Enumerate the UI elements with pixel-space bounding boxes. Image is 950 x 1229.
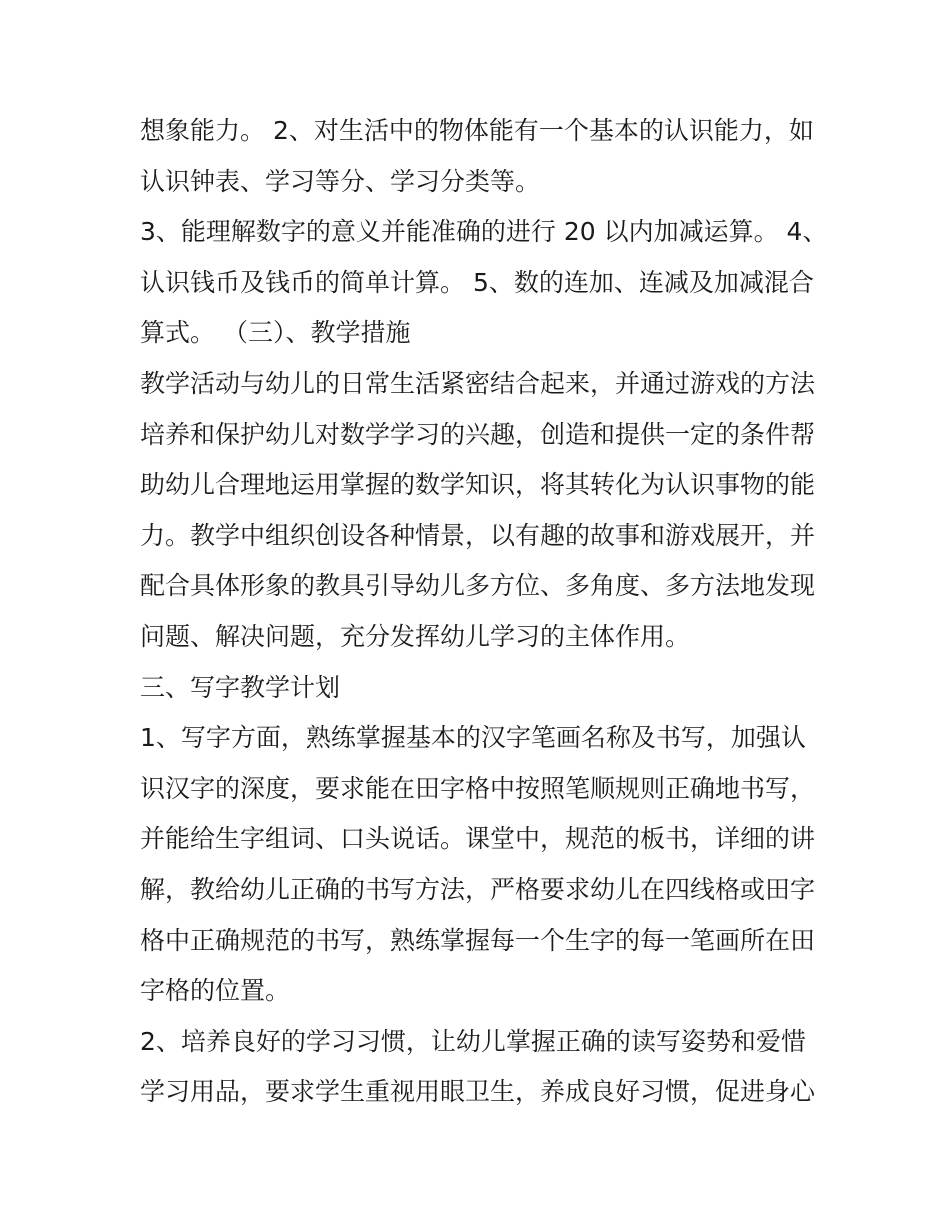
text-line: 2、培养良好的学习习惯，让幼儿掌握正确的读写姿势和爱惜 bbox=[140, 1026, 806, 1056]
text-line: 想象能力。 2、对生活中的物体能有一个基本的认识能力，如 bbox=[140, 116, 814, 145]
text-line: 识汉字的深度，要求能在田字格中按照笔顺规则正确地书写， bbox=[140, 773, 816, 803]
text-line: 字格的位置。 bbox=[140, 976, 291, 1006]
text-line: 认识钟表、学习等分、学习分类等。 bbox=[140, 166, 541, 196]
text-line: 3、能理解数字的意义并能准确的进行 20 以内加减运算。 4、 bbox=[140, 217, 828, 247]
text-line: 算式。 （三）、教学措施 bbox=[140, 318, 411, 348]
text-line: 认识钱币及钱币的简单计算。 5、数的连加、连减及加减混合 bbox=[140, 267, 814, 297]
text-line: 问题、解决问题，充分发挥幼儿学习的主体作用。 bbox=[140, 621, 691, 651]
text-line: 配合具体形象的教具引导幼儿多方位、多角度、多方法地发现 bbox=[140, 571, 816, 601]
text-line: 并能给生字组词、口头说话。课堂中，规范的板书，详细的讲 bbox=[140, 824, 816, 854]
text-line: 教学活动与幼儿的日常生活紧密结合起来，并通过游戏的方法 bbox=[140, 368, 816, 398]
document-body bbox=[140, 106, 828, 1118]
text-line: 格中正确规范的书写，熟练掌握每一个生字的每一笔画所在田 bbox=[140, 925, 816, 955]
text-line: 学习用品，要求学生重视用眼卫生，养成良好习惯，促进身心 bbox=[140, 1077, 816, 1107]
text-line: 培养和保护幼儿对数学学习的兴趣，创造和提供一定的条件帮 bbox=[140, 419, 816, 449]
text-line: 力。教学中组织创设各种情景，以有趣的故事和游戏展开，并 bbox=[140, 520, 816, 550]
text-line: 1、写字方面，熟练掌握基本的汉字笔画名称及书写，加强认 bbox=[140, 723, 806, 753]
section-heading: 三、写字教学计划 bbox=[140, 672, 341, 702]
text-line: 助幼儿合理地运用掌握的数学知识，将其转化为认识事物的能 bbox=[140, 470, 816, 500]
text-line: 解，教给幼儿正确的书写方法，严格要求幼儿在四线格或田字 bbox=[140, 874, 816, 904]
